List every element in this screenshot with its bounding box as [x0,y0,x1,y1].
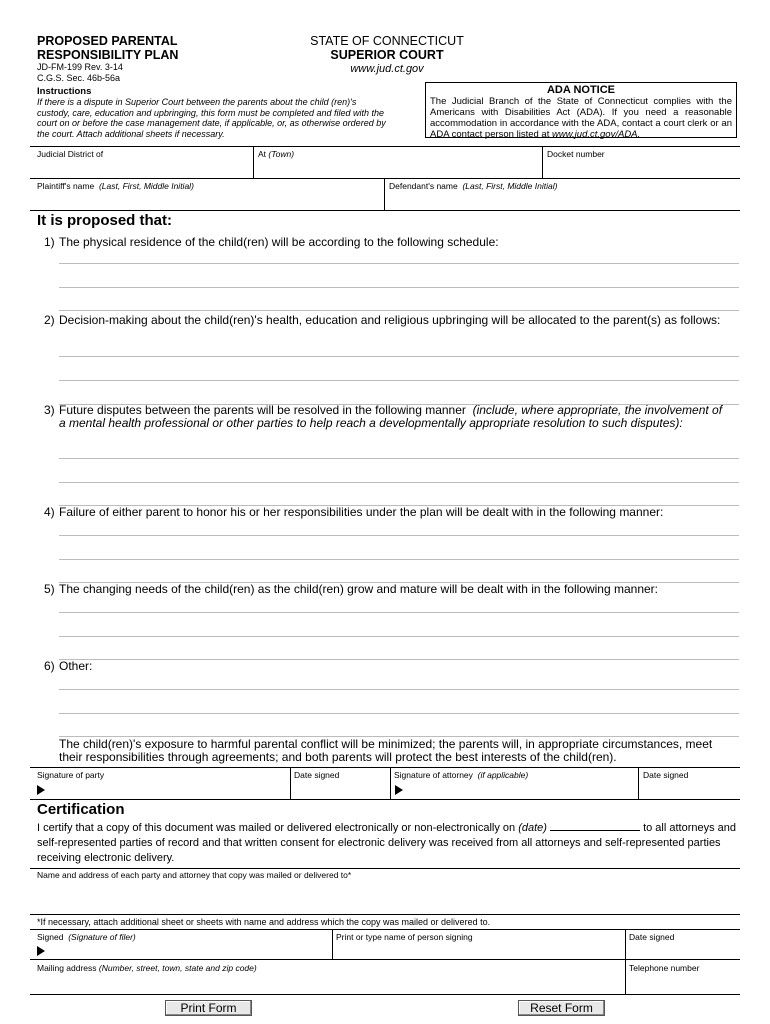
proposal-item-1: 1) The physical residence of the child(ren) will be according to the following schedule: [44,235,499,249]
defendant-name-label: Defendant's name (Last, First, Middle Initial) [389,181,558,191]
mailing-address-label: Mailing address (Number, street, town, state and zip code) [37,963,257,973]
proposal-heading: It is proposed that: [37,212,172,229]
form-title-line2: RESPONSIBILITY PLAN [37,48,179,62]
sign-here-arrow-icon [37,946,45,956]
signed-label: Signed (Signature of filer) [37,932,136,942]
filer-signature-field[interactable] [50,943,328,958]
attorney-date-field[interactable] [643,782,737,798]
date-signed-label: Date signed [643,770,689,780]
judicial-district-label: Judicial District of [37,149,104,159]
form-title-line1: PROPOSED PARENTAL [37,34,178,48]
answer-line[interactable] [59,612,739,613]
at-label: At (Town) [258,149,295,159]
date-signed-label: Date signed [629,932,675,942]
print-form-button[interactable]: Print Form [165,1000,252,1016]
proposal-item-5: 5) The changing needs of the child(ren) as the child(ren) grow and mature will be dealt with in the following manner: [44,582,658,596]
answer-line[interactable] [59,287,739,288]
print-name-label: Print or type name of person signing [336,932,473,942]
form-number: JD-FM-199 Rev. 3-14 [37,62,123,72]
names-addresses-field[interactable] [37,882,737,912]
proposal-item-2: 2) Decision-making about the child(ren)'s health, education and religious upbringing will be allocated to the parent(s) as follows: [44,313,721,327]
sign-here-arrow-icon [395,785,403,795]
proposal-closing: The child(ren)'s exposure to harmful parental conflict will be minimized; the parents will, in appropriate circumstances, meet their responsibilities through agreements; and both parents will protect the best interests of the child(ren). [59,737,713,764]
answer-line[interactable] [59,636,739,637]
state-name: STATE OF CONNECTICUT [310,34,464,48]
telephone-label: Telephone number [629,963,700,973]
docket-number-field[interactable] [547,160,737,176]
names-addresses-label: Name and address of each party and attorney that copy was mailed or delivered to* [37,870,352,880]
sign-here-arrow-icon [37,785,45,795]
docket-number-label: Docket number [547,149,605,159]
form-title [37,34,178,62]
party-date-field[interactable] [294,782,386,798]
answer-line[interactable] [59,482,739,483]
town-field[interactable] [258,160,538,176]
plaintiff-name-label: Plaintiff's name (Last, First, Middle Initial) [37,181,194,191]
ada-notice-title: ADA NOTICE [546,84,616,96]
court-header [262,34,512,76]
answer-line[interactable] [59,713,739,714]
answer-line[interactable] [59,380,739,381]
answer-line[interactable] [59,310,739,311]
print-name-field[interactable] [336,943,621,958]
answer-line[interactable] [59,458,739,459]
reset-form-button[interactable]: Reset Form [518,1000,605,1016]
party-signature-field[interactable] [50,782,286,798]
date-signed-label: Date signed [294,770,340,780]
answer-line[interactable] [59,263,739,264]
signature-of-party-label: Signature of party [37,770,105,780]
court-website: www.jud.ct.gov [350,63,424,75]
certification-text: I certify that a copy of this document was mailed or delivered electronically or non-electronically on (date) to all attorneys and self-represented parties of record and that written consent for electronic delivery was received from all attorneys and self-represented parties receiving electronic delivery. [37,822,737,864]
certification-heading: Certification [37,801,125,818]
proposal-item-6: 6) Other: [44,659,93,673]
plaintiff-name-field[interactable] [37,192,380,208]
proposal-item-3: 3) Future disputes between the parents will be resolved in the following manner (include, where appropriate, the involvement of a mental health professional or other parties to help reach a developmentally appropriate resolution to such disputes): [44,403,723,430]
statute-reference: C.G.S. Sec. 46b-56a [37,73,121,83]
attorney-signature-field[interactable] [408,782,634,798]
ada-notice-text: The Judicial Branch of the State of Connecticut complies with the Americans with Disabilities Act (ADA). If you need a reasonable accommodation in accordance with the ADA, contact a court clerk or an ADA contact person listed at www.jud.ct.gov/ADA. [430,96,732,140]
telephone-field[interactable] [629,975,737,992]
certification-date-signed-field[interactable] [629,943,737,958]
answer-line[interactable] [59,689,739,690]
ada-link[interactable]: www.jud.ct.gov/ADA. [551,129,641,140]
attachment-footnote: *If necessary, attach additional sheet or sheets with name and address which the copy was mailed or delivered to. [37,917,491,927]
judicial-district-field[interactable] [37,160,249,176]
ada-notice [425,82,737,138]
answer-line[interactable] [59,535,739,536]
instructions-text: If there is a dispute in Superior Court between the parents about the child (ren)'s custody, care, education and upbringing, this form must be completed and filed with the court on or before the case management date, if applicable, or, as otherwise ordered by the court. Attach additional sheets if necessary. [37,97,386,139]
defendant-name-field[interactable] [389,192,735,208]
proposal-item-4: 4) Failure of either parent to honor his or her responsibilities under the plan will be dealt with in the following manner: [44,505,664,519]
answer-line[interactable] [59,356,739,357]
mailing-address-field[interactable] [37,975,621,992]
court-name: SUPERIOR COURT [330,48,444,62]
signature-of-attorney-label: Signature of attorney (if applicable) [394,770,529,780]
certification-date-field[interactable] [550,820,640,831]
instructions-title: Instructions [37,86,92,97]
divider [30,146,740,147]
instructions [37,86,389,139]
answer-line[interactable] [59,559,739,560]
